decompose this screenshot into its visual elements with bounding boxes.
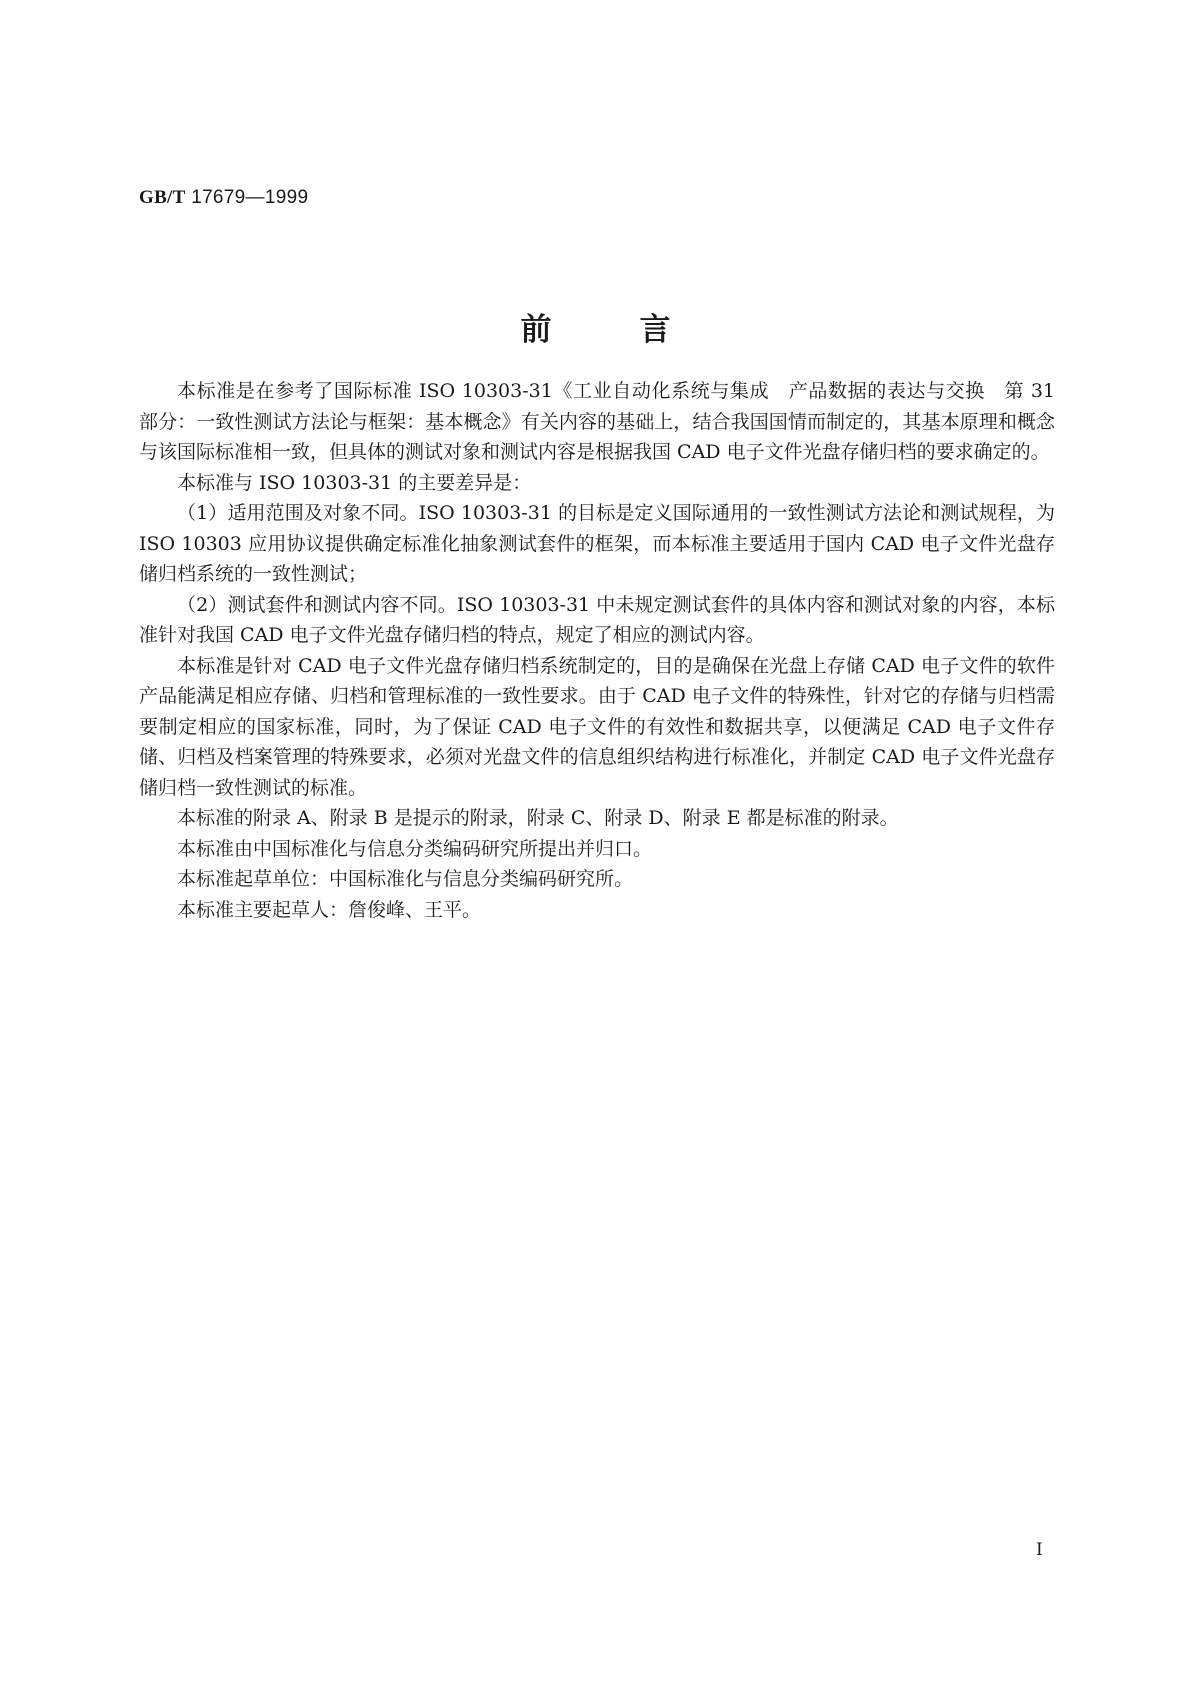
paragraph-appendices: 本标准的附录 A、附录 B 是提示的附录，附录 C、附录 D、附录 E 都是标准的附录。 [177,807,899,829]
paragraph-differences-intro: 本标准与 ISO 10303-31 的主要差异是： [177,471,532,494]
page-title: 前言 [520,312,759,348]
foreword-body [139,376,1055,925]
standard-number: 17679—1999 [191,187,309,208]
paragraph-reference: 本标准是在参考了国际标准 ISO 10303-31《工业自动化系统与集成 产品数据的表达与交换 第 31 部分：一致性测试方法论与框架：基本概念》有关内容的基础上，结合我国国情而制定的，其基本原理和概念与该国际标准相一致，但具体的测试对象和测试内容是根据我国 CAD 电子文件光盘存储归档的要求确定的。 [139,380,1055,463]
standard-code [139,187,308,209]
paragraph-drafters: 本标准主要起草人：詹俊峰、王平。 [177,898,482,921]
paragraph-difference-2: （2）测试套件和测试内容不同。ISO 10303-31 中未规定测试套件的具体内容和测试对象的内容，本标准针对我国 CAD 电子文件光盘存储归档的特点，规定了相应的测试内容。 [139,593,1055,646]
paragraph-proposer: 本标准由中国标准化与信息分类编码研究所提出并归口。 [177,837,653,860]
paragraph-drafting-unit: 本标准起草单位：中国标准化与信息分类编码研究所。 [177,868,634,890]
standard-prefix: GB/T [139,187,186,208]
page-number: I [1036,1540,1043,1560]
paragraph-difference-1: （1）适用范围及对象不同。ISO 10303-31 的目标是定义国际通用的一致性测试方法论和测试规程，为 ISO 10303 应用协议提供确定标准化抽象测试套件的框架，而本标准主要适用于国内 CAD 电子文件光盘存储归档系统的一致性测试； [139,502,1055,585]
paragraph-purpose: 本标准是针对 CAD 电子文件光盘存储归档系统制定的，目的是确保在光盘上存储 CAD 电子文件的软件产品能满足相应存储、归档和管理标准的一致性要求。由于 CAD 电子文件的特殊性，针对它的存储与归档需要制定相应的国家标准，同时，为了保证 CAD 电子文件的有效性和数据共享，以便满足 CAD 电子文件存储、归档及档案管理的特殊要求，必须对光盘文件的信息组织结构进行标准化，并制定 CAD 电子文件光盘存储归档一致性测试的标准。 [139,654,1055,799]
